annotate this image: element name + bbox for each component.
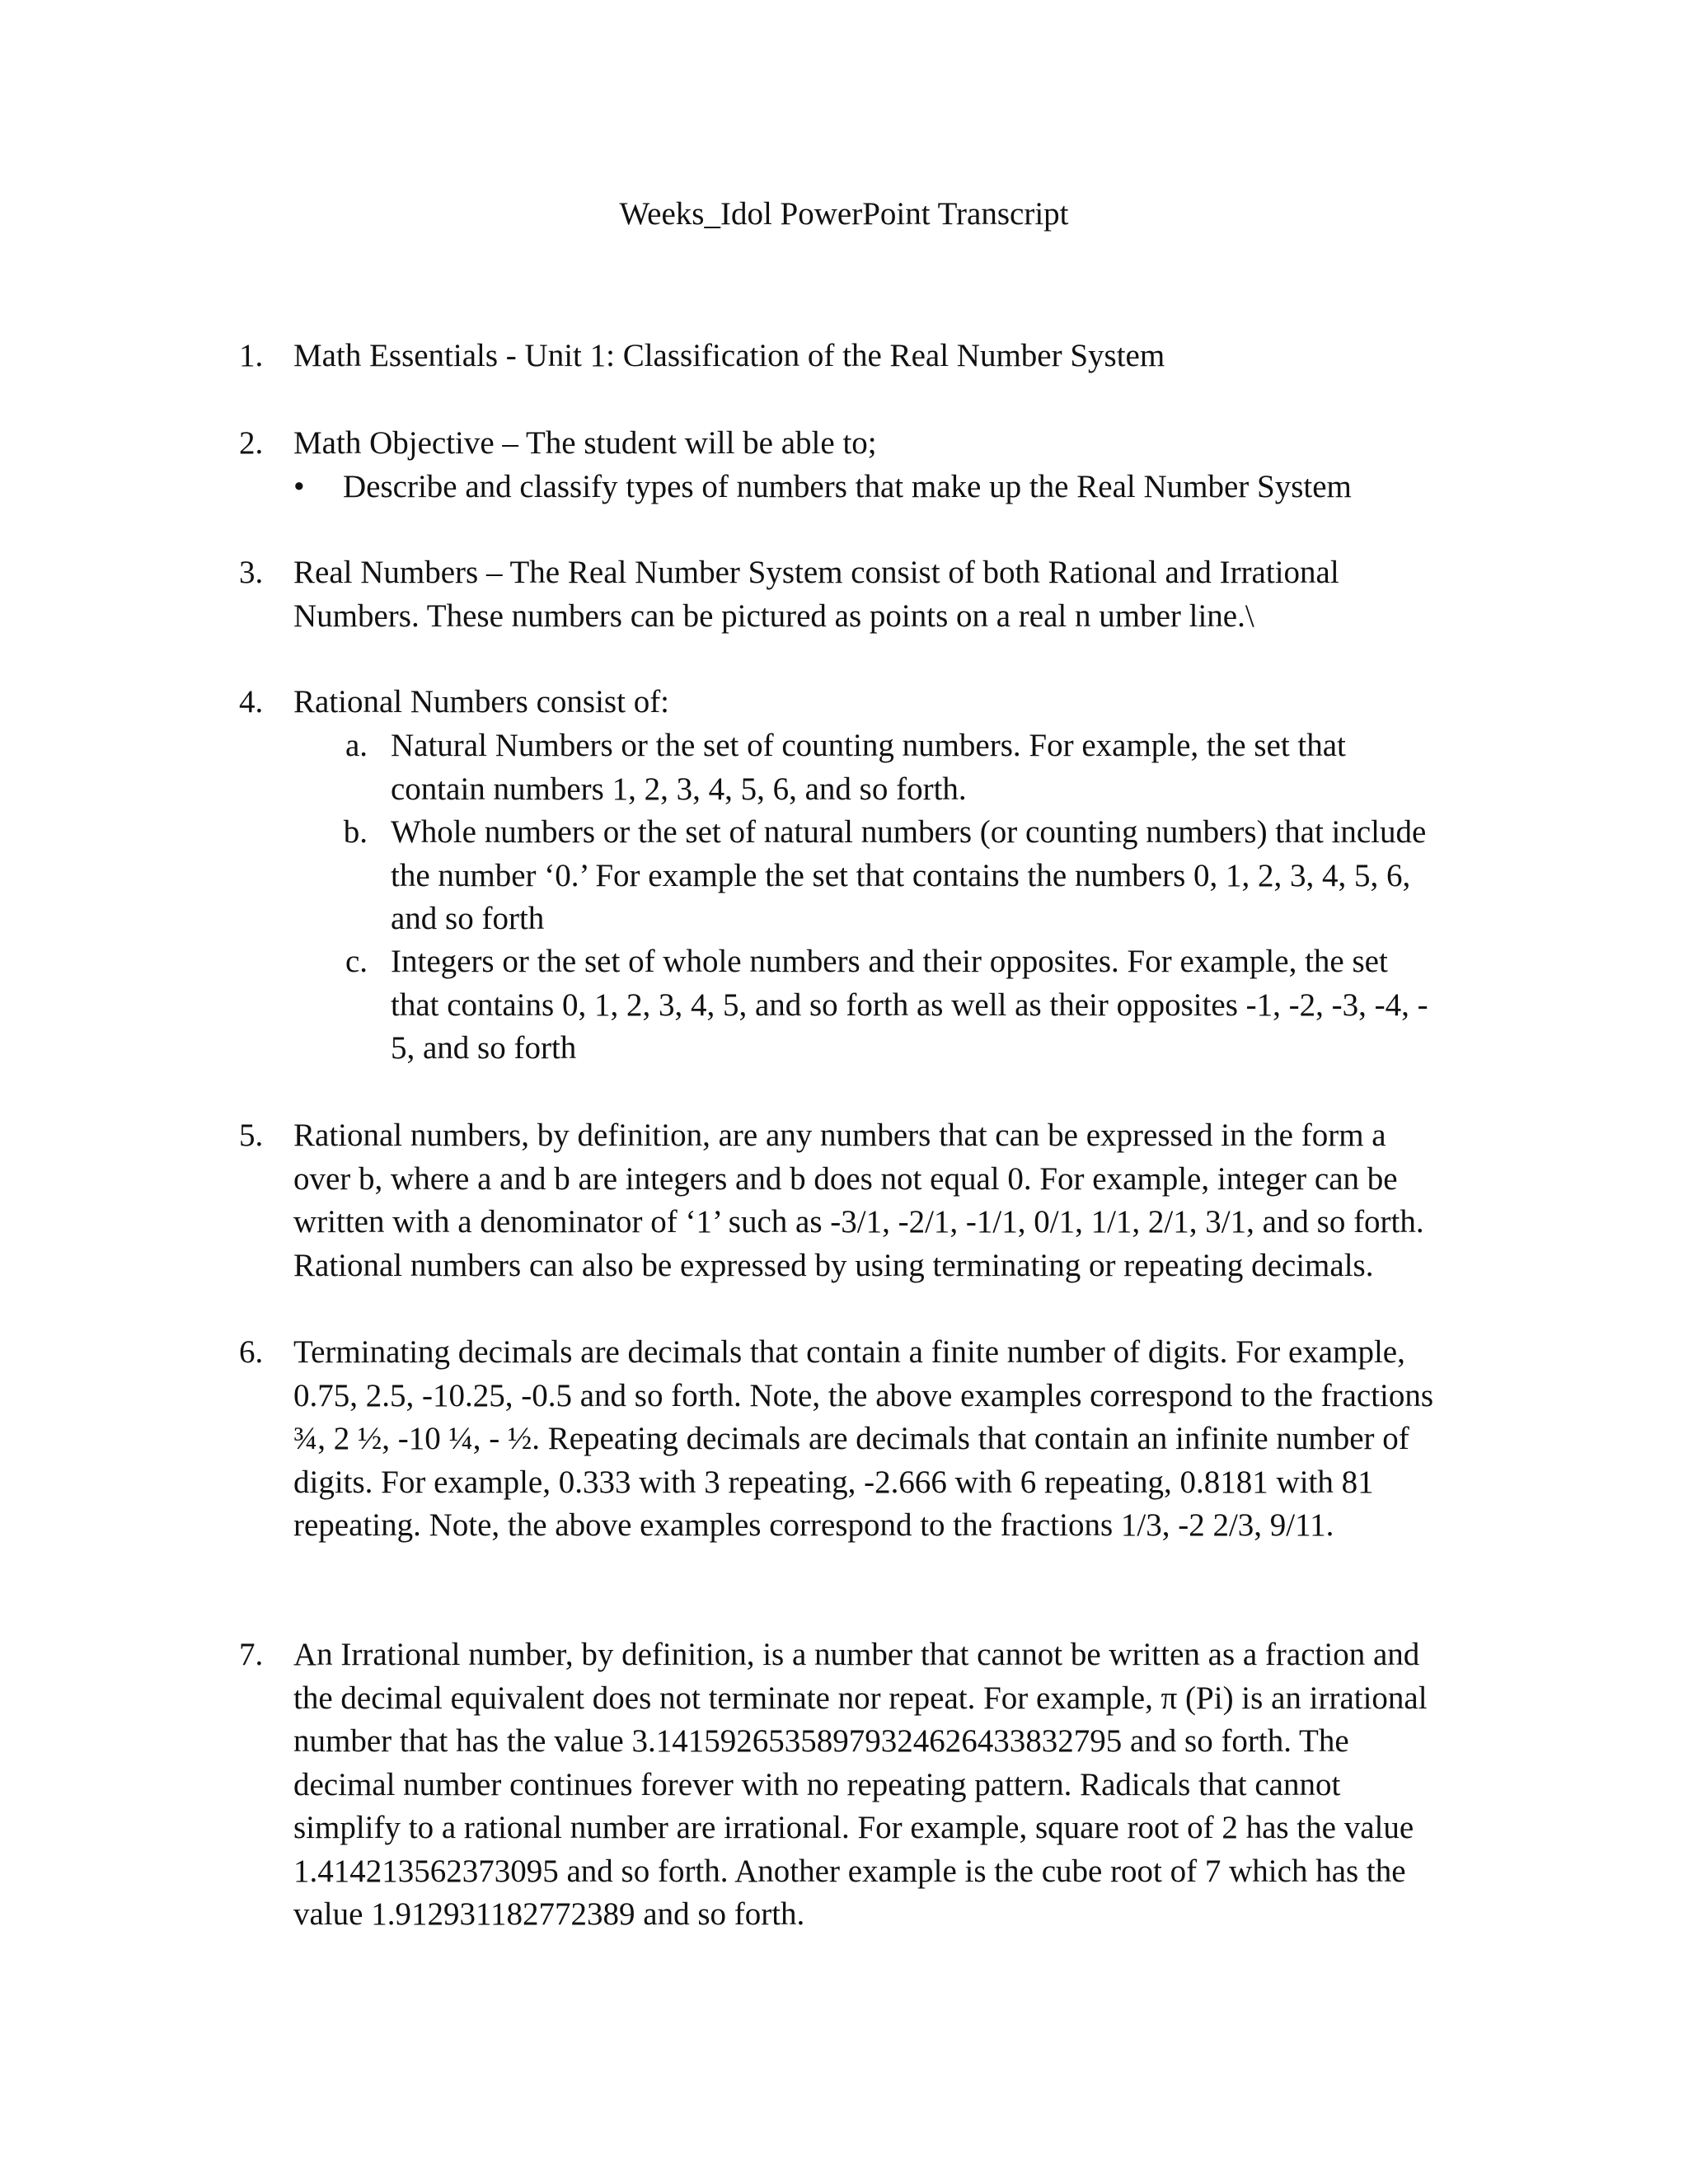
text-line: value 1.912931182772389 and so forth.: [293, 1896, 805, 1932]
item-text: [293, 1114, 1497, 1287]
item-text: [293, 551, 1497, 638]
text-line: Real Numbers – The Real Number System consist of both Rational and Irrational: [293, 555, 1339, 590]
text-line: Whole numbers or the set of natural numbers (or counting numbers) that include: [391, 814, 1427, 850]
text-line: ¾, 2 ½, -10 ¼, - ½. Repeating decimals are decimals that contain an infinite number of: [293, 1421, 1409, 1456]
text-line: Rational Numbers consist of:: [293, 684, 670, 719]
text-line: 5, and so forth: [391, 1030, 577, 1066]
text-line: digits. For example, 0.333 with 3 repeating, -2.666 with 6 repeating, 0.8181 with 81: [293, 1464, 1374, 1500]
item-text: [293, 335, 1497, 378]
text-line: written with a denominator of ‘1’ such as -3/1, -2/1, -1/1, 0/1, 1/1, 2/1, 3/1, and so forth.: [293, 1204, 1424, 1240]
text-line: the number ‘0.’ For example the set that contains the numbers 0, 1, 2, 3, 4, 5, 6,: [391, 857, 1411, 893]
text-line: Natural Numbers or the set of counting numbers. For example, the set that: [391, 728, 1346, 763]
bullet-text: Describe and classify types of numbers that make up the Real Number System: [343, 469, 1352, 504]
text-line: Numbers. These numbers can be pictured as points on a real n umber line.\: [293, 598, 1254, 634]
text-line: repeating. Note, the above examples correspond to the fractions 1/3, -2 2/3, 9/11.: [293, 1507, 1334, 1543]
text-line: 1.414213562373095 and so forth. Another example is the cube root of 7 which has the: [293, 1853, 1406, 1889]
text-line: and so forth: [391, 901, 545, 936]
text-line: simplify to a rational number are irrational. For example, square root of 2 has the value: [293, 1810, 1414, 1845]
text-line: Terminating decimals are decimals that contain a finite number of digits. For example,: [293, 1334, 1405, 1370]
page-title: Weeks_Idol PowerPoint Transcript: [619, 196, 1069, 232]
sub-item-text: [391, 940, 1470, 1071]
sub-item-letter: b.: [343, 814, 368, 850]
text-line: Math Objective – The student will be able to;: [293, 425, 877, 461]
sub-item-letter: a.: [345, 728, 368, 763]
item-text: [293, 1331, 1497, 1548]
text-line: over b, where a and b are integers and b does not equal 0. For example, integer can be: [293, 1160, 1398, 1197]
item-number: 6.: [239, 1334, 264, 1370]
text-line: that contains 0, 1, 2, 3, 4, 5, and so forth as well as their opposites -1, -2, -3, -4, -: [391, 987, 1428, 1023]
sub-item-text: [391, 724, 1470, 811]
text-line: Integers or the set of whole numbers and their opposites. For example, the set: [391, 944, 1388, 979]
text-line: the decimal equivalent does not terminate nor repeat. For example, π (Pi) is an irrational: [293, 1680, 1428, 1716]
item-number: 7.: [239, 1637, 264, 1672]
item-number: 1.: [239, 338, 264, 373]
item-text: [293, 422, 1497, 466]
text-line: contain numbers 1, 2, 3, 4, 5, 6, and so forth.: [391, 771, 967, 807]
text-line: Rational numbers can also be expressed by using terminating or repeating decimals.: [293, 1247, 1374, 1283]
item-number: 5.: [239, 1118, 264, 1153]
text-line: Rational numbers, by definition, are any numbers that can be expressed in the form a: [293, 1118, 1386, 1153]
sub-item-letter: c.: [345, 944, 368, 979]
text-line: decimal number continues forever with no repeating pattern. Radicals that cannot: [293, 1766, 1341, 1802]
text-line: An Irrational number, by definition, is a number that cannot be written as a fraction and: [293, 1637, 1420, 1672]
item-text: [293, 1633, 1497, 1937]
item-text: [293, 681, 1497, 724]
text-line: number that has the value 3.14159265358979324626433832795 and so forth. The: [293, 1723, 1349, 1759]
item-number: 2.: [239, 425, 264, 461]
bullet-icon: •: [293, 469, 305, 504]
item-number: 4.: [239, 684, 264, 719]
item-number: 3.: [239, 555, 264, 590]
text-line: 0.75, 2.5, -10.25, -0.5 and so forth. Note, the above examples correspond to the fractions: [293, 1377, 1434, 1413]
sub-item-text: [391, 811, 1470, 941]
text-line: Math Essentials - Unit 1: Classification of the Real Number System: [293, 338, 1165, 373]
